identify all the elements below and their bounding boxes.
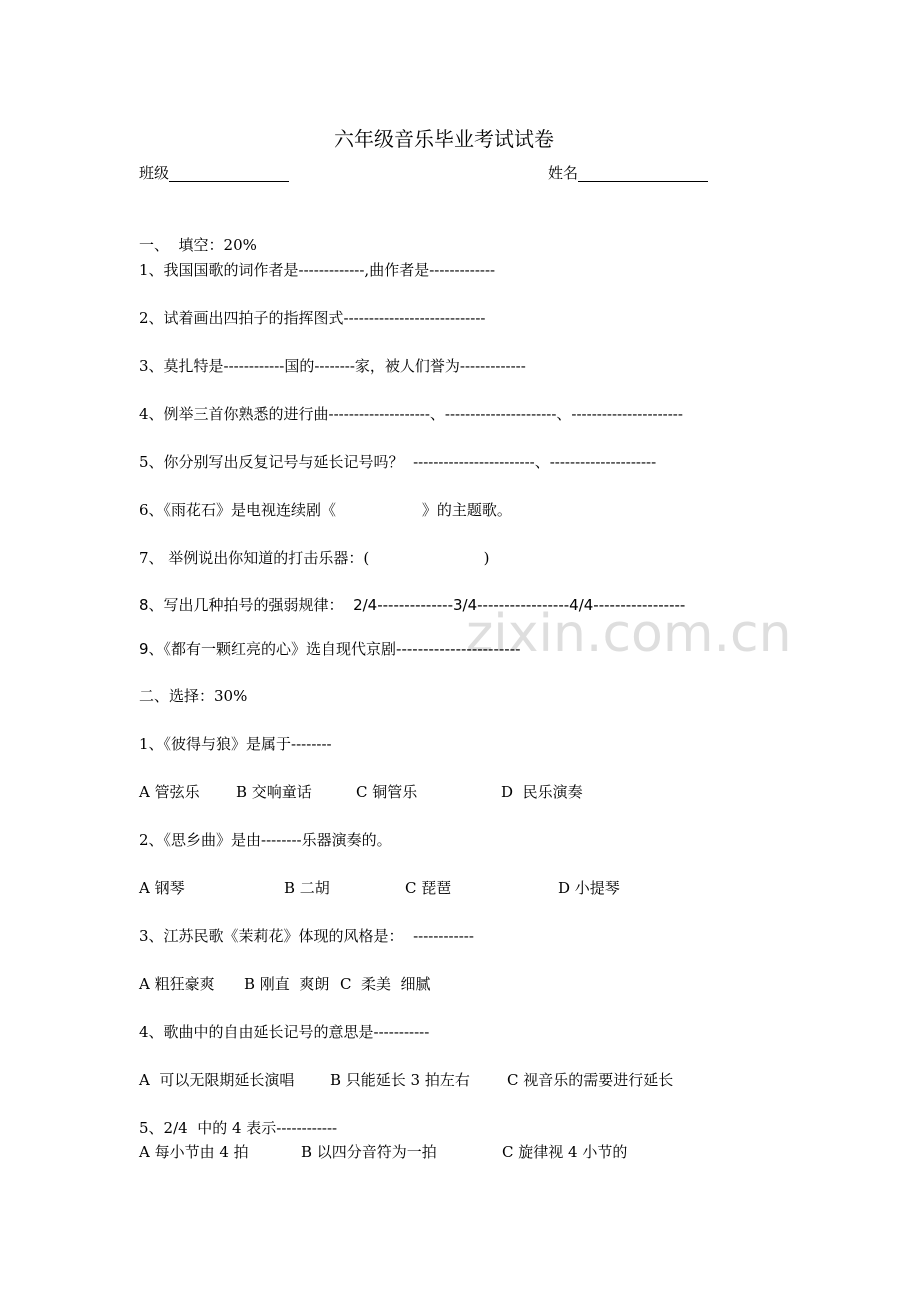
choice-1-option-b: B 交响童话 [236,783,312,801]
choice-4-option-b: B 只能延长 3 拍左右 [330,1071,470,1089]
choice-2-option-a: A 钢琴 [139,879,185,897]
fill-question-6: 6、《雨花石》是电视连续剧《 》的主题歌。 [139,501,512,519]
choice-3-option-b: B 刚直 爽朗 [244,975,330,993]
name-field [548,163,708,182]
section2-heading: 二、选择：30% [139,687,248,705]
choice-5-option-c: C 旋律视 4 小节的 [502,1143,628,1161]
fill-question-8: 8、写出几种拍号的强弱规律： 2/4--------------3/4-----------------4/4----------------- [139,596,686,614]
name-label: 姓名 [548,164,579,182]
choice-2-option-b: B 二胡 [284,879,330,897]
choice-question-5: 5、2/4 中的 4 表示------------ [139,1119,338,1137]
class-label: 班级 [139,164,170,182]
choice-question-4: 4、歌曲中的自由延长记号的意思是----------- [139,1023,430,1041]
choice-2-option-d: D 小提琴 [558,879,620,897]
page-title: 六年级音乐毕业考试试卷 [334,127,554,151]
fill-question-1: 1、我国国歌的词作者是-------------,曲作者是------------- [139,261,496,279]
choice-4-option-a: A 可以无限期延长演唱 [139,1071,295,1089]
choice-4-option-c: C 视音乐的需要进行延长 [507,1071,674,1089]
name-blank [578,163,708,182]
choice-5-option-b: B 以四分音符为一拍 [301,1143,437,1161]
watermark: zixin.com.cn [466,604,792,664]
fill-question-2: 2、试着画出四拍子的指挥图式---------------------------- [139,309,486,327]
choice-3-option-a: A 粗狂豪爽 [139,975,215,993]
choice-question-2: 2、《思乡曲》是由--------乐器演奏的。 [139,831,392,849]
class-field [139,163,289,182]
choice-1-option-d: D 民乐演奏 [501,783,583,801]
fill-question-9: 9、《都有一颗红亮的心》选自现代京剧----------------------- [139,640,521,658]
choice-question-1: 1、《彼得与狼》是属于-------- [139,735,332,753]
fill-question-5: 5、你分别写出反复记号与延长记号吗？ ------------------------、--------------------- [139,453,657,471]
choice-5-option-a: A 每小节由 4 拍 [139,1143,249,1161]
fill-question-7: 7、 举例说出你知道的打击乐器：( ) [139,549,490,567]
fill-question-4: 4、例举三首你熟悉的进行曲--------------------、----------------------、---------------------- [139,405,683,423]
choice-1-option-a: A 管弦乐 [139,783,200,801]
choice-2-option-c: C 琵琶 [405,879,452,897]
section1-heading: 一、 填空：20% [139,236,257,254]
class-blank [169,163,289,182]
choice-question-3: 3、江苏民歌《茉莉花》体现的风格是： ------------ [139,927,474,945]
choice-3-option-c: C 柔美 细腻 [340,975,431,993]
fill-question-3: 3、莫扎特是------------国的--------家，被人们誉为------------- [139,357,526,375]
choice-1-option-c: C 铜管乐 [356,783,418,801]
